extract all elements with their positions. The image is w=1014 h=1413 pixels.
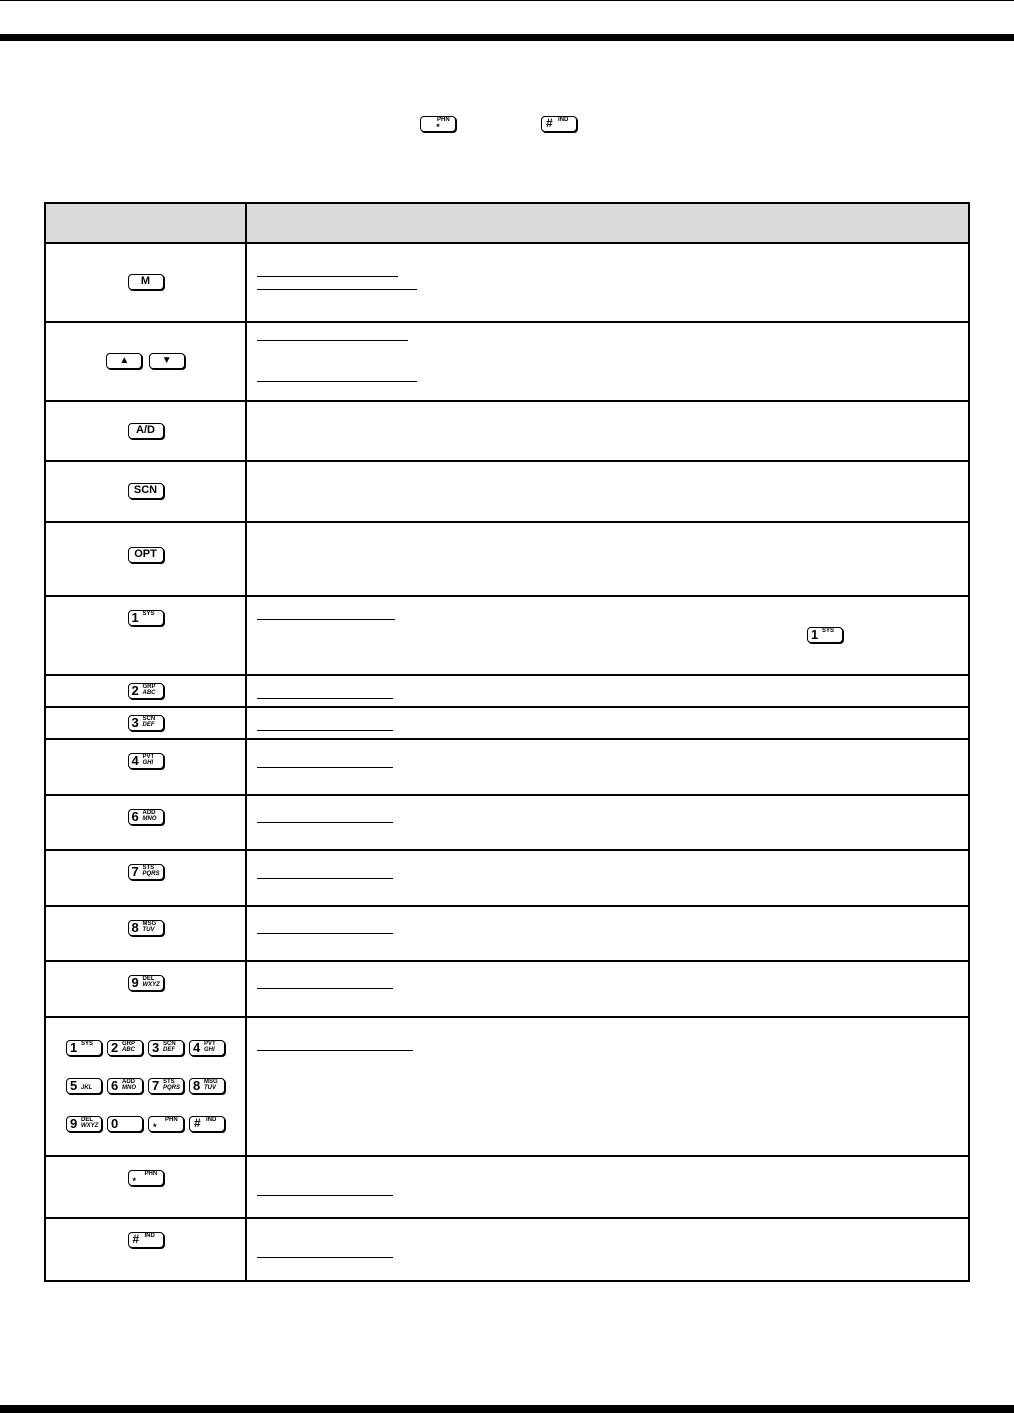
top-thin-rule (0, 0, 1014, 1)
key-main: 6 (111, 1078, 119, 1094)
phone-key-icon (148, 1116, 184, 1132)
key-main: 3 (152, 1040, 160, 1056)
key-cell (45, 522, 246, 597)
key-6-add-icon (107, 1078, 143, 1094)
description-cell (246, 322, 969, 401)
table-row (45, 739, 969, 794)
key-7-sts-icon (148, 1078, 184, 1094)
underline (257, 1050, 413, 1051)
key-cell (45, 1156, 246, 1219)
underline (257, 933, 393, 934)
underline (257, 289, 417, 290)
key-cell (45, 596, 246, 675)
scan-key-icon (128, 483, 164, 499)
down-arrow-key-icon (149, 353, 185, 369)
key-main: # (194, 1116, 201, 1131)
description-cell (246, 1017, 969, 1156)
key-main: ▼ (161, 355, 172, 367)
key-sup: SCN (163, 1041, 176, 1048)
key-sub: GHI (204, 1047, 215, 1054)
key-sup: ADD (122, 1079, 135, 1086)
underline (257, 988, 393, 989)
key-sup: IND (144, 1233, 155, 1240)
description-cell (246, 522, 969, 597)
description-cell (246, 675, 969, 707)
key-2-grp-icon (128, 683, 164, 699)
underline (257, 1195, 393, 1196)
key-main: 7 (131, 864, 139, 880)
table-row (45, 1017, 969, 1156)
up-arrow-key-icon (106, 353, 142, 369)
key-sup: GRP (142, 683, 156, 690)
key-main: 9 (70, 1116, 78, 1132)
table-row (45, 522, 969, 597)
key-5-icon (66, 1078, 102, 1094)
individual-key-icon (541, 116, 577, 132)
analog-digital-key-icon (128, 423, 164, 439)
key-main: 9 (131, 975, 139, 991)
description-cell (246, 906, 969, 961)
description-cell (246, 850, 969, 905)
table-row (45, 1156, 969, 1219)
key-main: 6 (131, 808, 139, 824)
key-sub: GHI (142, 760, 154, 767)
description-cell (246, 243, 969, 322)
key-main: 1 (70, 1040, 78, 1056)
key-sup: MSG (204, 1079, 218, 1086)
key-main: 1 (811, 627, 819, 643)
key-function-table (44, 202, 970, 1282)
key-main: ▲ (119, 355, 130, 367)
key-main: 3 (131, 715, 139, 731)
key-1-sys-inline-icon (807, 627, 843, 643)
underline (257, 822, 393, 823)
description-cell (246, 1218, 969, 1281)
key-1-sys-icon (66, 1040, 102, 1056)
description-cell (246, 795, 969, 850)
key-cell (45, 1017, 246, 1156)
key-sub: ABC (122, 1047, 135, 1054)
key-8-msg-icon (128, 920, 164, 936)
key-cell (45, 906, 246, 961)
key-sup: IND (206, 1117, 217, 1124)
key-sub: PQRS (142, 871, 160, 878)
description-cell (246, 1156, 969, 1219)
key-sup: IND (558, 117, 569, 123)
key-1-sys-icon (128, 610, 164, 626)
key-main: 8 (131, 919, 139, 935)
description-cell (246, 461, 969, 522)
table-row (45, 1218, 969, 1281)
table-row (45, 961, 969, 1016)
intro-key-line (0, 116, 1014, 132)
underline (257, 767, 393, 768)
key-main: M (140, 275, 151, 288)
key-main: A/D (136, 423, 155, 436)
table-row (45, 401, 969, 462)
key-main: * (436, 122, 440, 132)
table-row (45, 906, 969, 961)
table-row (45, 850, 969, 905)
key-main: 4 (193, 1040, 201, 1056)
description-cell (246, 739, 969, 794)
key-sup: ADD (142, 809, 156, 816)
description-cell (246, 961, 969, 1016)
option-key-icon (128, 547, 164, 563)
key-3-scn-icon (128, 715, 164, 731)
key-sup: SYS (822, 628, 835, 635)
key-cell (45, 322, 246, 401)
table-row (45, 795, 969, 850)
key-sup: STS (142, 865, 155, 872)
table-row (45, 243, 969, 322)
menu-key-icon (128, 274, 164, 290)
key-0-icon (107, 1116, 143, 1132)
key-8-msg-icon (189, 1078, 225, 1094)
key-9-del-icon (128, 975, 164, 991)
key-sub: MNO (122, 1085, 136, 1092)
key-main: 2 (111, 1040, 119, 1056)
key-main: 1 (131, 610, 139, 626)
key-sup: SCN (142, 716, 156, 723)
key-sub: MNO (142, 815, 157, 822)
key-sup: PVT (142, 754, 155, 761)
header-function-column (246, 203, 969, 243)
key-sup: STS (163, 1079, 175, 1086)
key-sub: ABC (142, 689, 156, 696)
underline (257, 381, 417, 382)
key-sub: TUV (204, 1085, 216, 1092)
key-sub: TUV (142, 926, 155, 933)
key-sup: GRP (122, 1041, 136, 1048)
key-sup: PHN (144, 1170, 158, 1177)
key-sup: DEL (142, 976, 155, 983)
key-sub: DEF (163, 1047, 175, 1054)
individual-key-icon (189, 1116, 225, 1132)
key-main: # (132, 1232, 140, 1247)
key-main: 2 (131, 682, 139, 698)
header-key-column (45, 203, 246, 243)
underline (257, 340, 408, 341)
key-cell (45, 243, 246, 322)
key-main: SCN (133, 484, 158, 497)
key-main: OPT (134, 548, 157, 561)
description-cell (246, 596, 969, 675)
key-cell (45, 961, 246, 1016)
key-cell (45, 401, 246, 462)
table-row (45, 707, 969, 739)
key-sup: PHN (165, 1117, 178, 1124)
bottom-thick-rule (0, 1405, 1014, 1413)
top-thick-rule (0, 34, 1014, 41)
key-cell (45, 739, 246, 794)
underline (257, 878, 393, 879)
key-4-pvt-icon (189, 1040, 225, 1056)
individual-key-icon (128, 1232, 164, 1248)
key-3-scn-icon (148, 1040, 184, 1056)
key-cell (45, 707, 246, 739)
key-sup: PHN (437, 117, 450, 123)
key-main: 4 (131, 753, 139, 769)
key-sup: MSG (142, 920, 157, 927)
underline (257, 276, 398, 277)
key-7-sts-icon (128, 864, 164, 880)
key-main: 8 (193, 1078, 201, 1094)
table-row (45, 322, 969, 401)
key-main: 0 (111, 1116, 119, 1132)
key-main: * (153, 1122, 157, 1133)
key-sup: SYS (142, 611, 155, 618)
key-sub: WXYZ (142, 982, 160, 989)
table-row (45, 675, 969, 707)
key-sub: WXYZ (81, 1123, 99, 1130)
key-main: # (546, 116, 553, 130)
underline (257, 730, 393, 731)
key-2-grp-icon (107, 1040, 143, 1056)
description-cell (246, 707, 969, 739)
key-sub: PQRS (163, 1085, 181, 1092)
key-main: 7 (152, 1078, 160, 1094)
key-cell (45, 795, 246, 850)
key-9-del-icon (66, 1116, 102, 1132)
key-4-pvt-icon (128, 753, 164, 769)
key-main: * (132, 1175, 137, 1186)
key-sub: JKL (81, 1085, 93, 1092)
key-6-add-icon (128, 809, 164, 825)
underline (257, 698, 393, 699)
key-cell (45, 850, 246, 905)
key-sup: PVT (204, 1041, 216, 1048)
key-cell (45, 1218, 246, 1281)
key-sup: SYS (81, 1041, 94, 1048)
underline (257, 619, 395, 620)
key-sup: DEL (81, 1117, 93, 1124)
key-cell (45, 675, 246, 707)
phone-key-icon (420, 116, 456, 132)
keypad-grid (66, 1040, 225, 1132)
key-main: 5 (70, 1078, 78, 1094)
description-cell (246, 401, 969, 462)
table-row (45, 461, 969, 522)
key-cell (45, 461, 246, 522)
table-row (45, 596, 969, 675)
key-sub: DEF (142, 722, 155, 729)
underline (257, 1257, 393, 1258)
table-header-row (45, 203, 969, 243)
phone-key-icon (128, 1170, 164, 1186)
